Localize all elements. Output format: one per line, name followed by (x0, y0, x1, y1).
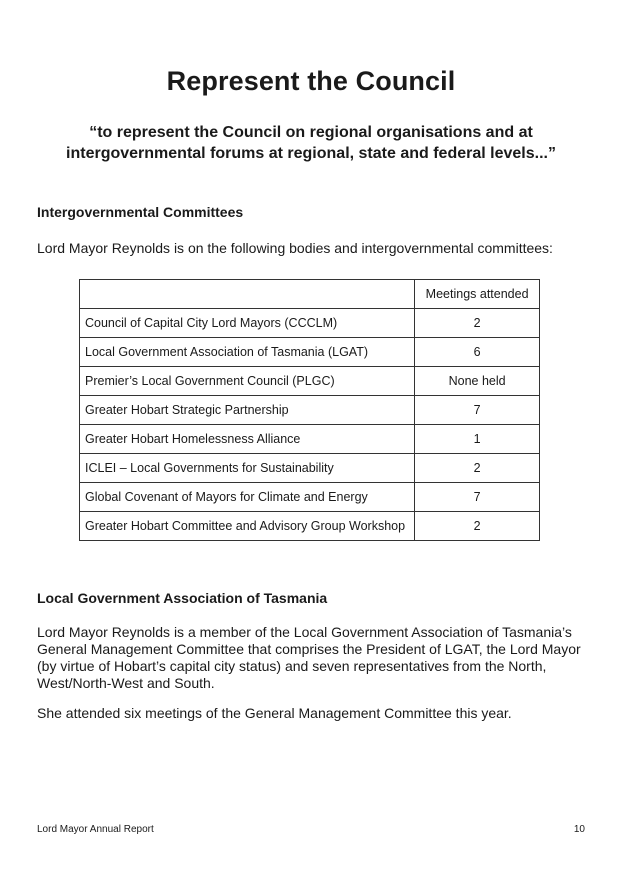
table-row (80, 396, 540, 425)
lgat-heading: Local Government Association of Tasmania (37, 590, 328, 606)
meetings-attended: 7 (415, 396, 540, 425)
committee-name: Council of Capital City Lord Mayors (CCCLM) (80, 309, 415, 338)
table-row (80, 367, 540, 396)
committee-name: Greater Hobart Strategic Partnership (80, 396, 415, 425)
committee-name: Local Government Association of Tasmania (LGAT) (80, 338, 415, 367)
table-header-row (80, 280, 540, 309)
meetings-attended: 7 (415, 483, 540, 512)
intergovernmental-heading: Intergovernmental Committees (37, 204, 244, 220)
table-header-name (80, 280, 415, 309)
table-row (80, 425, 540, 454)
meetings-attended: 2 (415, 454, 540, 483)
meetings-attended: 2 (415, 309, 540, 338)
committee-name: Greater Hobart Homelessness Alliance (80, 425, 415, 454)
committee-name: ICLEI – Local Governments for Sustainability (80, 454, 415, 483)
table-row (80, 338, 540, 367)
table-row (80, 309, 540, 338)
meetings-attended: None held (415, 367, 540, 396)
table-row (80, 483, 540, 512)
committee-name: Premier’s Local Government Council (PLGC) (80, 367, 415, 396)
meetings-attended: 1 (415, 425, 540, 454)
committees-table (79, 279, 540, 541)
committee-name: Greater Hobart Committee and Advisory Group Workshop (80, 512, 415, 541)
meetings-attended: 2 (415, 512, 540, 541)
meetings-attended: 6 (415, 338, 540, 367)
mandate-quote: “to represent the Council on regional organisations and at intergovernmental forums at regional, state and federal levels...” (66, 124, 556, 162)
table-row (80, 454, 540, 483)
lgat-paragraph-1: Lord Mayor Reynolds is a member of the Local Government Association of Tasmania’s General Management Committee that comprises the President of LGAT, the Lord Mayor (by virtue of Hobart’s capital city status) and seven representatives from the North, West/North-West and South. (37, 624, 581, 691)
table-row (80, 512, 540, 541)
footer-report-name: Lord Mayor Annual Report (37, 824, 154, 835)
table-header-meetings: Meetings attended (415, 280, 540, 309)
page-title: Represent the Council (166, 66, 456, 96)
footer-page-number: 10 (573, 824, 585, 835)
lgat-paragraph-2: She attended six meetings of the General Management Committee this year. (37, 705, 512, 721)
committee-name: Global Covenant of Mayors for Climate and Energy (80, 483, 415, 512)
intergovernmental-intro: Lord Mayor Reynolds is on the following bodies and intergovernmental committees: (37, 240, 553, 256)
